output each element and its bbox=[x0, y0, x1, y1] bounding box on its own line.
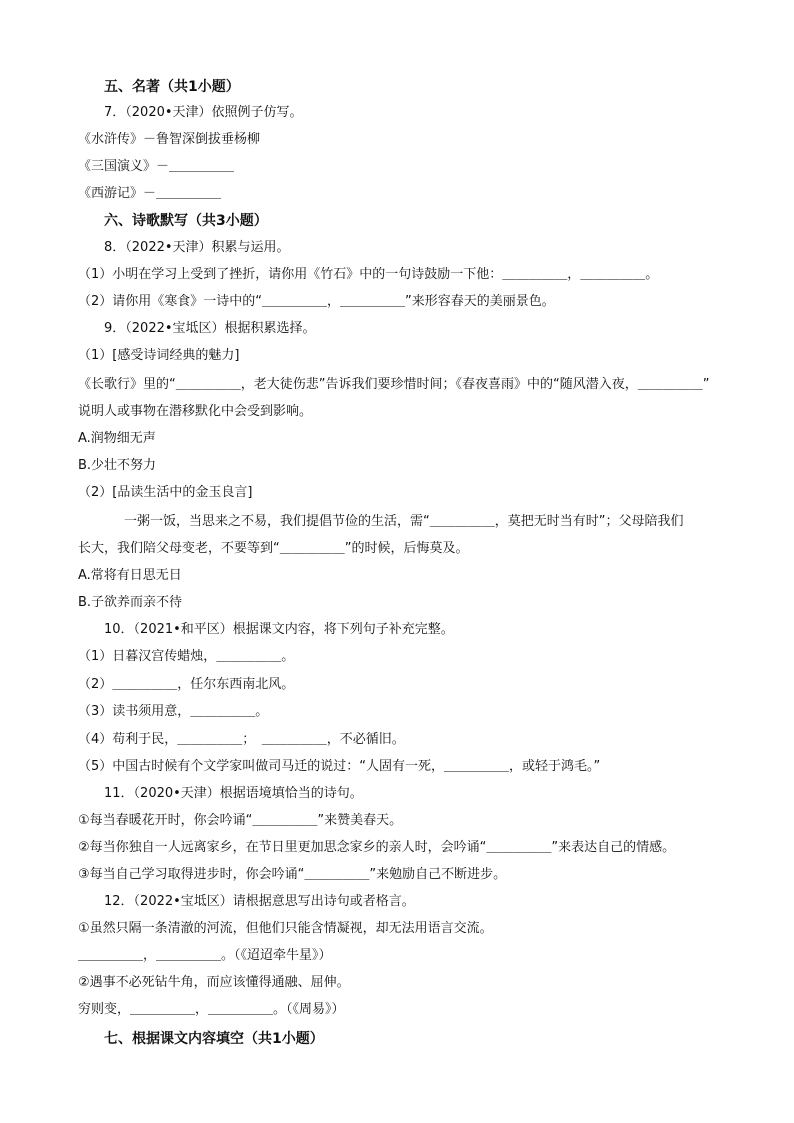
q9-part-1-text-cont: 说明人或事物在潜移默化中会受到影响。 bbox=[78, 404, 313, 419]
question-9: 9．（2022•宝坻区）根据积累选择。 bbox=[104, 321, 316, 336]
question-7: 7．（2020•天津）依照例子仿写。 bbox=[104, 105, 303, 120]
q7-item-xiyou: 《西游记》－＿＿＿＿＿ bbox=[78, 186, 222, 201]
question-11: 11．（2020•天津）根据语境填恰当的诗句。 bbox=[104, 786, 363, 801]
q9-part-1-text: 《长歌行》里的“＿＿＿＿＿，老大徒伤悲”告诉我们要珍惜时间；《春夜喜雨》中的“随风潜入夜，＿＿＿＿＿” bbox=[78, 377, 710, 392]
q8-part-2: （2）请你用《寒食》一诗中的“＿＿＿＿＿，＿＿＿＿＿”来形容春天的美丽景色。 bbox=[78, 294, 555, 309]
q11-item-3: ③每当自己学习取得进步时，你会吟诵“＿＿＿＿＿”来勉励自己不断进步。 bbox=[78, 867, 507, 882]
q10-item-3: （3）读书须用意，＿＿＿＿＿。 bbox=[78, 704, 269, 719]
q9-part-2-text: 一粥一饭，当思来之不易，我们提倡节俭的生活，需“＿＿＿＿＿，莫把无时当有时”；父母陪我们 bbox=[124, 514, 684, 529]
section-heading-7: 七、根据课文内容填空（共1小题） bbox=[104, 1031, 324, 1047]
section-heading-5: 五、名著（共1小题） bbox=[104, 79, 240, 95]
q9-option-b1: B.少壮不努力 bbox=[78, 458, 157, 473]
q10-item-2: （2）＿＿＿＿＿，任尔东西南北风。 bbox=[78, 677, 295, 692]
question-10: 10．（2021•和平区）根据课文内容，将下列句子补充完整。 bbox=[104, 622, 454, 637]
q12-item-1: ①虽然只隔一条清澈的河流，但他们只能含情凝视，却无法用语言交流。 bbox=[78, 921, 493, 936]
q10-item-4: （4）苟利于民，＿＿＿＿＿； ＿＿＿＿＿，不必循旧。 bbox=[78, 732, 405, 747]
question-12: 12．（2022•宝坻区）请根据意思写出诗句或者格言。 bbox=[104, 894, 415, 909]
q11-item-2: ②每当你独自一人远离家乡，在节日里更加思念家乡的亲人时，会吟诵“＿＿＿＿＿”来表达自己的情感。 bbox=[78, 840, 676, 855]
q12-item-2: ②遇事不必死钻牛角，而应该懂得通融、屈伸。 bbox=[78, 975, 350, 990]
q7-example: 《水浒传》－鲁智深倒拔垂杨柳 bbox=[78, 132, 261, 147]
q11-item-1: ①每当春暖花开时，你会吟诵“＿＿＿＿＿”来赞美春天。 bbox=[78, 813, 403, 828]
q10-item-1: （1）日暮汉宫传蜡烛，＿＿＿＿＿。 bbox=[78, 649, 295, 664]
q12-answer-1: ＿＿＿＿＿，＿＿＿＿＿。（《迢迢牵牛星》） bbox=[78, 948, 332, 963]
q7-item-sanguo: 《三国演义》－＿＿＿＿＿ bbox=[78, 159, 235, 174]
q9-part-1-title: （1）[感受诗词经典的魅力] bbox=[78, 348, 240, 363]
q9-option-b2: B.子欲养而亲不待 bbox=[78, 595, 183, 610]
q9-part-2-text-cont: 长大，我们陪父母变老，不要等到“＿＿＿＿＿”的时候，后悔莫及。 bbox=[78, 541, 469, 556]
q9-part-2-title: （2）[品读生活中的金玉良言] bbox=[78, 485, 253, 500]
q9-option-a1: A.润物细无声 bbox=[78, 431, 156, 446]
q8-part-1: （1）小明在学习上受到了挫折，请你用《竹石》中的一句诗鼓励一下他：＿＿＿＿＿，＿＿＿＿＿。 bbox=[78, 267, 659, 282]
question-8: 8．（2022•天津）积累与运用。 bbox=[104, 240, 290, 255]
q10-item-5: （5）中国古时候有个文学家叫做司马迁的说过：“人固有一死，＿＿＿＿＿，或轻于鸿毛。” bbox=[78, 759, 601, 774]
section-heading-6: 六、诗歌默写（共3小题） bbox=[104, 213, 268, 229]
q9-option-a2: A.常将有日思无日 bbox=[78, 568, 182, 583]
q12-answer-2: 穷则变，＿＿＿＿＿，＿＿＿＿＿。（《周易》） bbox=[78, 1002, 345, 1017]
